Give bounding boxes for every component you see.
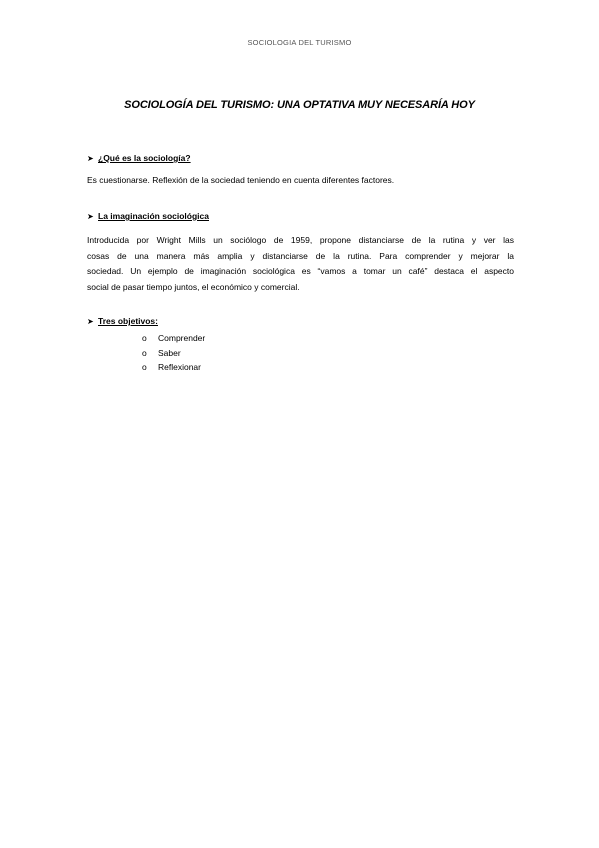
paragraph-line: Es cuestionarse. Reflexión de la sociedad teniendo en cuenta diferentes factores. [87, 175, 395, 185]
hollow-circle-bullet-icon: o [142, 347, 147, 358]
paragraph-line: Introducida por Wright Mills un sociólogo de 1959, propone distanciarse de la rutina y ver las [87, 235, 514, 245]
list-item-label: Saber [158, 347, 181, 358]
list-item-label: Reflexionar [158, 362, 201, 372]
section-heading-sociologia [87, 153, 191, 163]
hollow-circle-bullet-icon: o [142, 362, 147, 372]
paragraph-line: social de pasar tiempo juntos, el económico y comercial. [87, 281, 300, 292]
section-text-imaginacion [87, 233, 514, 295]
list-item-label: Comprender [158, 333, 206, 343]
section-text-sociologia [87, 173, 514, 189]
arrowhead-bullet-icon: ➤ [87, 317, 94, 326]
hollow-circle-bullet-icon: o [142, 333, 147, 343]
section-heading-objetivos [87, 316, 158, 326]
list-item [142, 331, 205, 346]
section-heading-imaginacion [87, 211, 209, 221]
paragraph-line: sociedad. Un ejemplo de imaginación sociológica es “vamos a tomar un café” destaca el aspecto [87, 266, 514, 276]
list-item [142, 346, 205, 361]
paragraph-line: cosas de una manera más amplia y distanciarse de la rutina. Para comprender y mejorar la [87, 250, 514, 261]
arrowhead-bullet-icon: ➤ [87, 212, 94, 221]
section-heading-label: La imaginación sociológica [98, 211, 209, 221]
running-header: SOCIOLOGIA DEL TURISMO [247, 38, 352, 47]
arrowhead-bullet-icon: ➤ [87, 154, 94, 163]
objectives-list [142, 331, 205, 375]
document-title: SOCIOLOGÍA DEL TURISMO: UNA OPTATIVA MUY NECESARÍA HOY [124, 99, 475, 111]
list-item [142, 360, 205, 375]
section-heading-label: Tres objetivos: [98, 316, 158, 326]
section-heading-label: ¿Qué es la sociología? [98, 153, 191, 163]
